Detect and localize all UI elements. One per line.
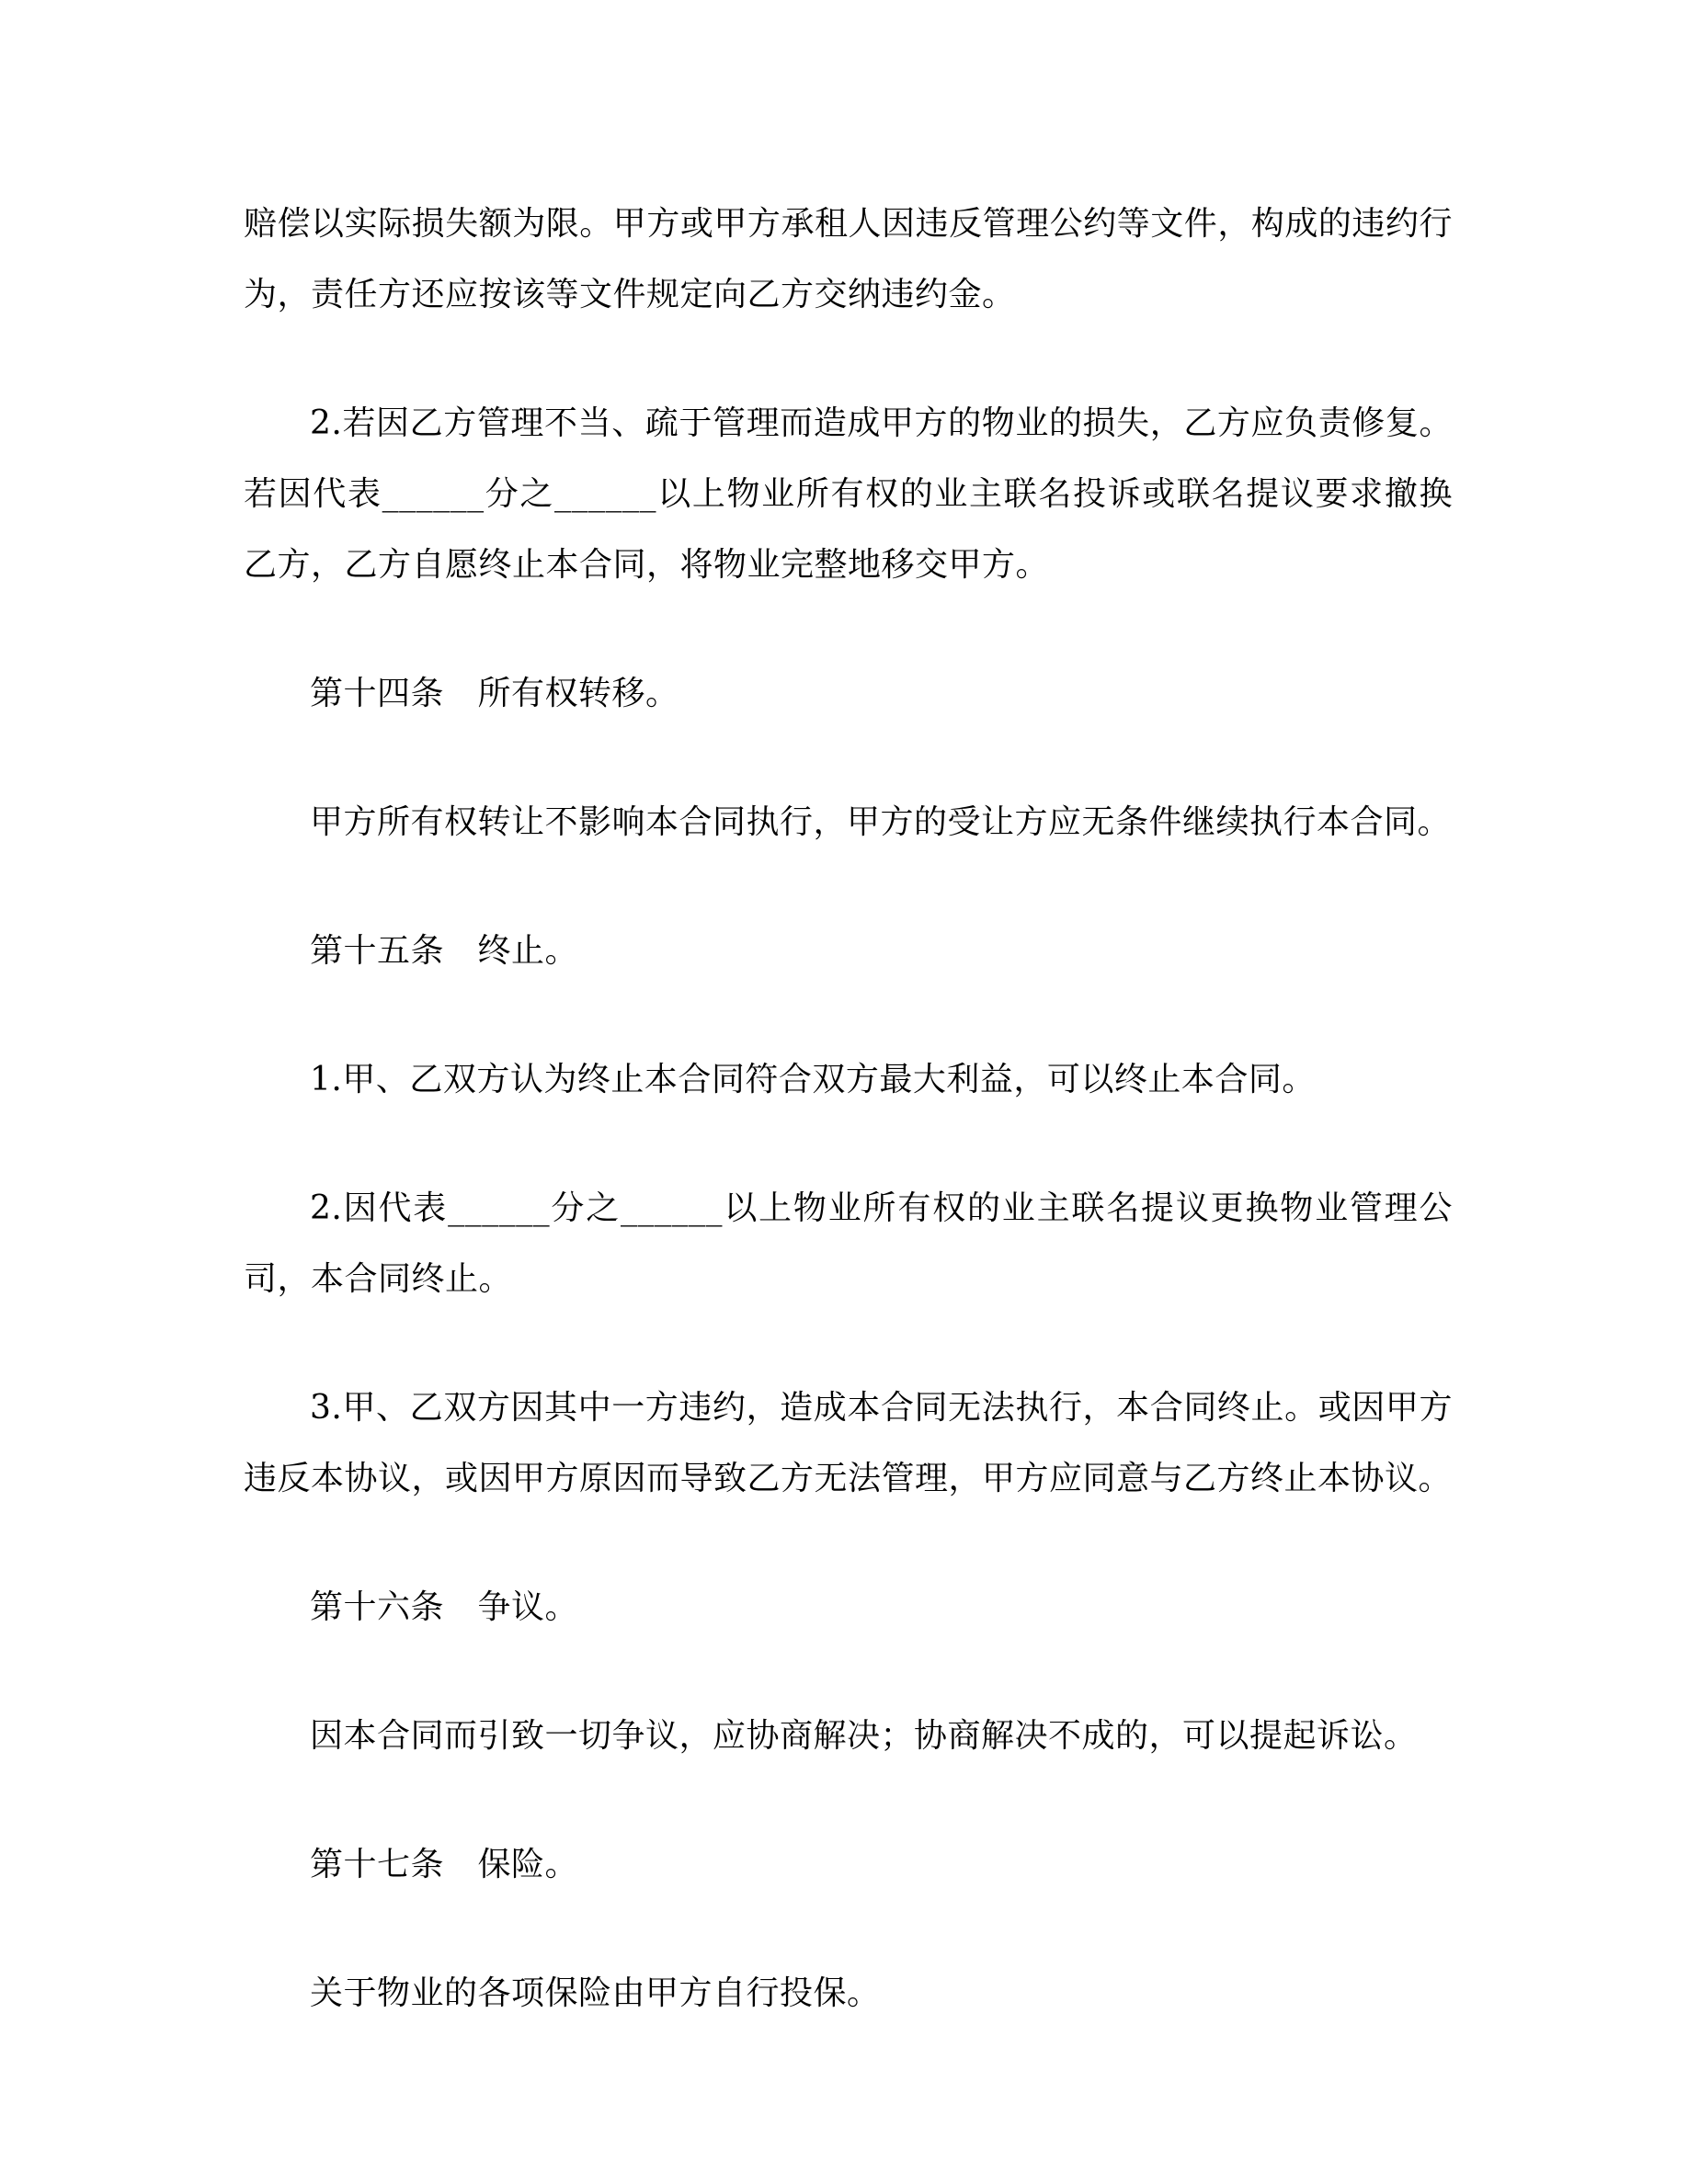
paragraph-article-17-body: 关于物业的各项保险由甲方自行投保。 <box>310 1974 881 2012</box>
paragraph-article-16-body: 因本合同而引致一切争议，应协商解决；协商解决不成的，可以提起诉讼。 <box>310 1717 1418 1755</box>
paragraph-article-15-item-2: 2.因代表______分之______以上物业所有权的业主联名提议更换物业管理公司，本合同终止。 <box>244 1189 1453 1298</box>
paragraph-continuation: 赔偿以实际损失额为限。甲方或甲方承租人因违反管理公约等文件，构成的违约行为，责任方还应按该等文件规定向乙方交纳违约金。 <box>244 205 1453 313</box>
section-heading-article-17: 第十七条 保险。 <box>310 1846 579 1883</box>
section-heading-article-15: 第十五条 终止。 <box>310 932 579 970</box>
paragraph-clause-13-item-2: 2.若因乙方管理不当、疏于管理而造成甲方的物业的损失，乙方应负责修复。若因代表______分之______以上物业所有权的业主联名投诉或联名提议要求撤换乙方，乙方自愿终止本合同，将物业完整地移交甲方。 <box>244 404 1453 584</box>
paragraph-article-15-item-1: 1.甲、乙双方认为终止本合同符合双方最大利益，可以终止本合同。 <box>310 1061 1316 1098</box>
paragraph-article-15-item-3: 3.甲、乙双方因其中一方违约，造成本合同无法执行，本合同终止。或因甲方违反本协议，或因甲方原因而导致乙方无法管理，甲方应同意与乙方终止本协议。 <box>244 1389 1453 1497</box>
section-heading-article-14: 第十四条 所有权转移。 <box>310 675 679 712</box>
section-heading-article-16: 第十六条 争议。 <box>310 1588 579 1626</box>
paragraph-article-14-body: 甲方所有权转让不影响本合同执行，甲方的受让方应无条件继续执行本合同。 <box>310 803 1452 841</box>
